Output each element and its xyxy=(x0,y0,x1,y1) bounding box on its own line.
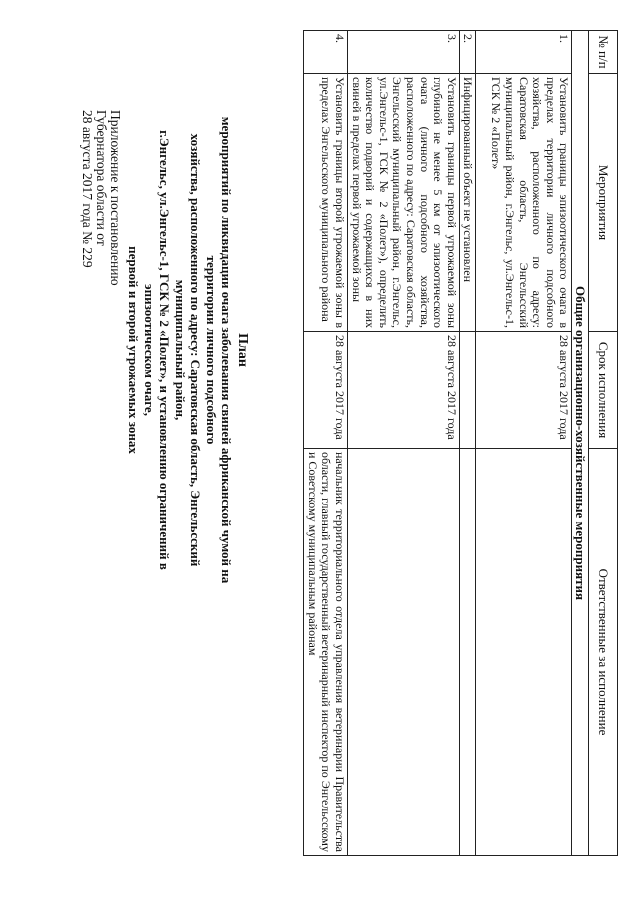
row-responsible xyxy=(347,449,459,856)
plan-title: План xyxy=(235,333,250,367)
row-measure: Инфицированный объект не установлен xyxy=(459,74,476,332)
table-row xyxy=(304,31,348,856)
table-row xyxy=(476,31,572,856)
row-deadline: 28 августа 2017 года xyxy=(347,332,459,449)
appendix-line-3: 28 августа 2017 года № 229 xyxy=(80,110,95,268)
plan-heading-line-1: мероприятий по ликвидации очага заболевания свиней африканской чумой на территории личного подсобного xyxy=(204,116,235,584)
row-number: 2. xyxy=(459,31,476,74)
plan-heading-line-2: хозяйства, расположенного по адресу: Саратовская область, Энгельсский муниципальный район, xyxy=(173,133,204,567)
table-row xyxy=(459,31,476,856)
plan-heading-line-3: г.Энгельс, ул.Энгельс-1, ГСК № 2 «Полет», и установлению ограничений в эпизоотическом очаге, xyxy=(142,130,173,570)
section-title: Общие организационно-хозяйственные мероприятия xyxy=(572,31,589,856)
row-number: 4. xyxy=(304,31,348,74)
row-deadline: 28 августа 2017 года xyxy=(304,332,348,449)
appendix-line-1: Приложение к постановлению xyxy=(108,110,123,286)
row-number: 3. xyxy=(347,31,459,74)
header-deadline: Срок исполнения xyxy=(589,332,618,449)
row-deadline xyxy=(459,332,476,449)
row-responsible xyxy=(476,449,572,856)
row-measure: Установить границы второй угрожаемой зоны в пределах Энгельсского муниципального района xyxy=(304,74,348,332)
row-responsible: начальник территориального отдела управления ветеринарии Правительства области, главный государственный ветеринарный инспектор по Энгельсскому и Советскому муниципальным районам xyxy=(304,449,348,856)
row-number: 1. xyxy=(476,31,572,74)
header-responsible: Ответственные за исполнение xyxy=(589,449,618,856)
row-responsible xyxy=(459,449,476,856)
header-num: № п/п xyxy=(589,31,618,74)
row-deadline: 28 августа 2017 года xyxy=(476,332,572,449)
header-measures: Мероприятия xyxy=(589,74,618,332)
appendix-note xyxy=(80,110,122,286)
section-row xyxy=(572,31,589,856)
appendix-line-2: Губернатора области от xyxy=(94,110,109,246)
table-header-row xyxy=(589,31,618,856)
plan-heading xyxy=(126,90,250,610)
plan-table xyxy=(303,30,618,856)
row-measure: Установить границы эпизоотического очага в пределах территории личного подсобного хозяйства, расположенного по адресу: Саратовская область, Энгельсский муниципальный район, г.Энгельс, ул.Энгельс-1, ГСК № 2 «Полет» xyxy=(476,74,572,332)
row-measure: Установить границы первой угрожаемой зоны глубиной не менее 5 км от эпизоотического очага (личного подсобного хозяйства, расположенного по адресу: Саратовская область, Энгельсский муниципальный район, г.Энгельс, ул.Энгельс-1, ГСК № 2 «Полет»), определить количество подворий и содержащихся в них свиней в пределах первой угрожаемой зоны xyxy=(347,74,459,332)
table-row xyxy=(347,31,459,856)
plan-heading-line-4: первой и второй угрожаемых зонах xyxy=(126,246,142,454)
